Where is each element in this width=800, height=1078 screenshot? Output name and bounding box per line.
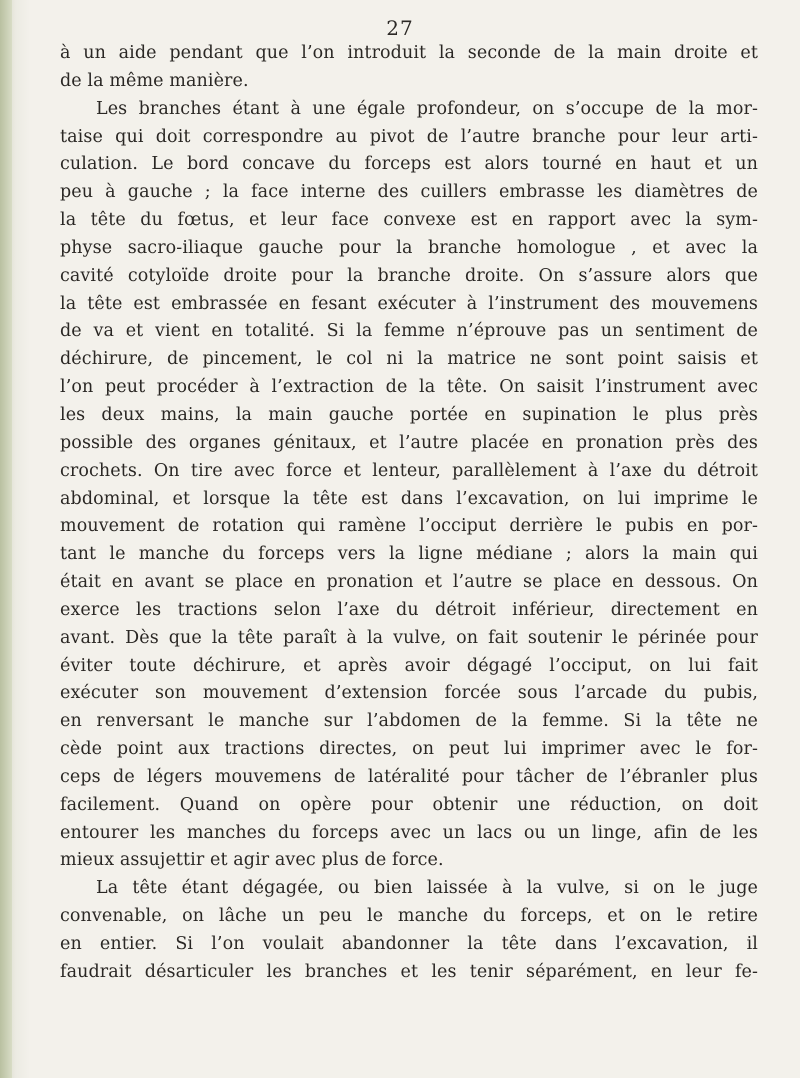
text-line: mieux assujettir et agir avec plus de force. (60, 850, 444, 871)
text-line: exerce les tractions selon l’axe du détroit inférieur, directement en (60, 599, 758, 620)
page-number: 27 (386, 16, 414, 40)
text-line: exécuter son mouvement d’extension forcée sous l’arcade du pubis, (60, 683, 758, 704)
text-line: tant le manche du forceps vers la ligne médiane ; alors la main qui (60, 544, 758, 565)
text-line: les deux mains, la main gauche portée en supination le plus près (60, 404, 758, 425)
text-line: taise qui doit correspondre au pivot de l’autre branche pour leur arti- (60, 126, 758, 147)
text-line: à un aide pendant que l’on introduit la seconde de la main droite et (60, 43, 758, 63)
text-line: éviter toute déchirure, et après avoir dégagé l’occiput, on lui fait (60, 655, 758, 676)
text-line: faudrait désarticuler les branches et les tenir séparément, en leur fe- (60, 961, 758, 982)
text-line: la tête du fœtus, et leur face convexe est en rapport avec la sym- (60, 210, 758, 231)
text-line: la tête est embrassée en fesant exécuter à l’instrument des mouvemens (60, 293, 758, 314)
text-line: convenable, on lâche un peu le manche du forceps, et on le retire (60, 906, 758, 927)
text-line: ceps de légers mouvemens de latéralité pour tâcher de l’ébranler plus (60, 766, 758, 787)
text-line: en entier. Si l’on voulait abandonner la tête dans l’excavation, il (60, 934, 758, 954)
text-line: Les branches étant à une égale profondeur, on s’occupe de la mor- (96, 98, 758, 119)
text-line: culation. Le bord concave du forceps est alors tourné en haut et un (60, 154, 758, 175)
text-line: possible des organes génitaux, et l’autre placée en pronation près des (60, 432, 758, 453)
text-line: La tête étant dégagée, ou bien laissée à la vulve, si on le juge (96, 878, 758, 899)
page-binding-edge (0, 0, 12, 1078)
text-line: l’on peut procéder à l’extraction de la tête. On saisit l’instrument avec (60, 377, 758, 398)
text-line: de va et vient en totalité. Si la femme n’éprouve pas un sentiment de (60, 321, 758, 342)
text-line: était en avant se place en pronation et l’autre se place en dessous. On (60, 572, 758, 593)
text-line: cavité cotyloïde droite pour la branche droite. On s’assure alors que (60, 265, 758, 286)
body-text (60, 40, 758, 987)
text-line: de la même manière. (60, 70, 249, 91)
text-line: crochets. On tire avec force et lenteur, parallèlement à l’axe du détroit (60, 460, 758, 481)
text-line: déchirure, de pincement, le col ni la matrice ne sont point saisis et (60, 349, 758, 370)
text-line: en renversant le manche sur l’abdomen de la femme. Si la tête ne (60, 711, 758, 732)
text-line: physe sacro-iliaque gauche pour la branche homologue , et avec la (60, 237, 758, 258)
text-line: peu à gauche ; la face interne des cuillers embrasse les diamètres de (60, 182, 758, 203)
text-line: entourer les manches du forceps avec un lacs ou un linge, afin de les (60, 822, 758, 843)
text-line: facilement. Quand on opère pour obtenir une réduction, on doit (60, 794, 758, 815)
text-line: cède point aux tractions directes, on peut lui imprimer avec le for- (60, 739, 758, 760)
text-line: mouvement de rotation qui ramène l’occiput derrière le pubis en por- (60, 516, 758, 537)
text-line: abdominal, et lorsque la tête est dans l’excavation, on lui imprime le (60, 488, 758, 509)
text-line: avant. Dès que la tête paraît à la vulve, on fait soutenir le périnée pour (60, 627, 758, 648)
